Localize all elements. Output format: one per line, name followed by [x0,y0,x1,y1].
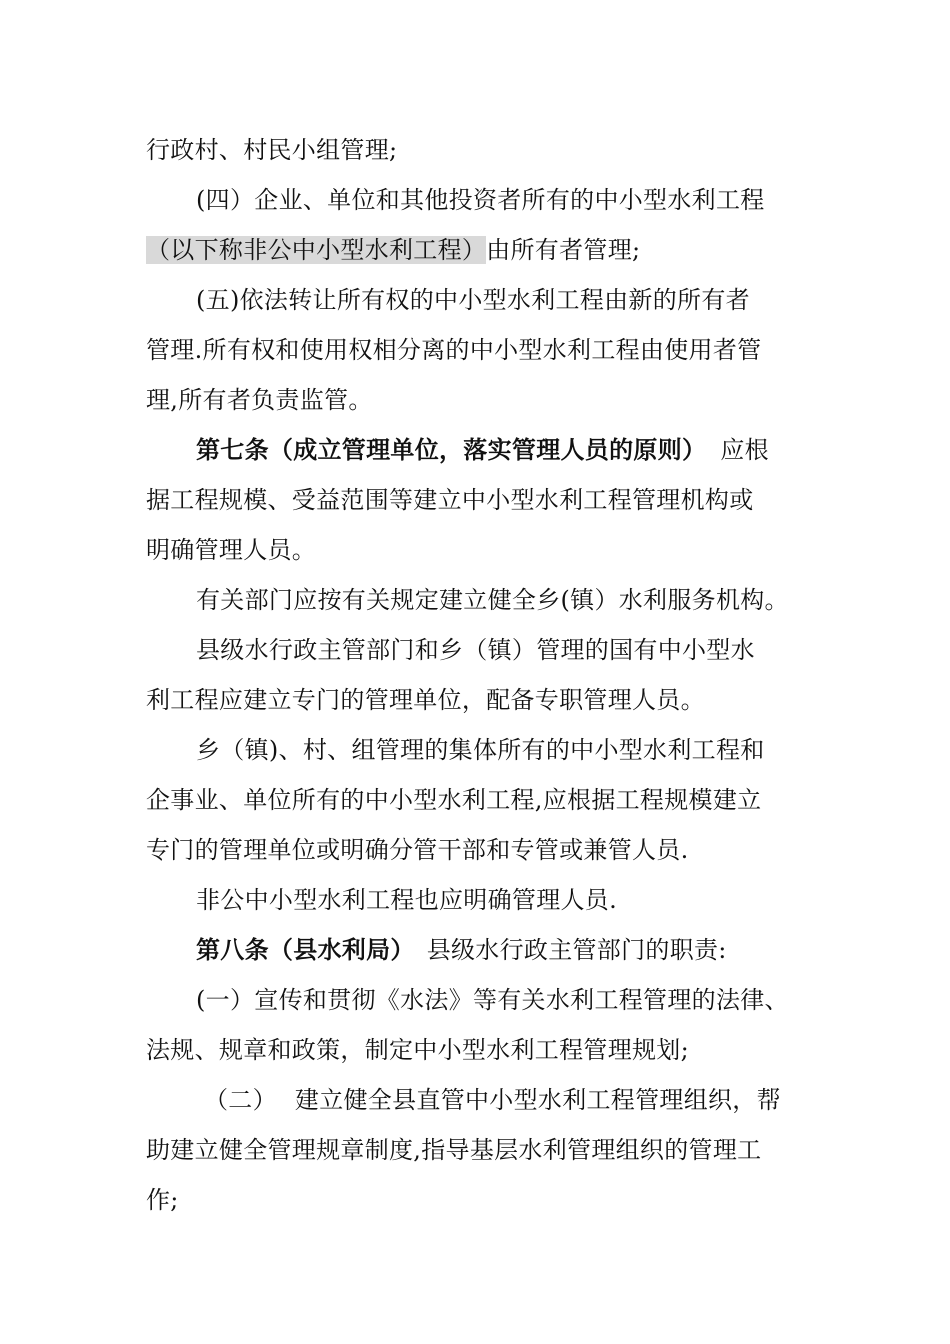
text-line: (四）企业、单位和其他投资者所有的中小型水利工程 [196,186,765,214]
text-line: 县级水行政主管部门和乡（镇）管理的国有中小型水 [196,636,755,664]
text-line: 助建立健全管理规章制度,指导基层水利管理组织的管理工 [146,1136,762,1164]
text-span: 由所有者管理; [486,236,641,264]
article-8-heading: 第八条（县水利局） [196,935,415,964]
text-line: 作; [146,1186,179,1214]
text-line: 有关部门应按有关规定建立健全乡(镇）水利服务机构。 [196,586,789,614]
text-line: 乡（镇)、村、组管理的集体所有的中小型水利工程和 [196,736,765,764]
text-span: 县级水行政主管部门的职责: [426,936,727,964]
text-line: 理,所有者负责监管。 [146,386,373,414]
text-line: 专门的管理单位或明确分管干部和专管或兼管人员. [146,836,689,864]
text-line: 利工程应建立专门的管理单位，配备专职管理人员。 [146,686,705,714]
text-line [204,1084,781,1116]
text-line: (一）宣传和贯彻《水法》等有关水利工程管理的法律、 [196,986,789,1014]
text-line: 据工程规模、受益范围等建立中小型水利工程管理机构或 [146,486,754,514]
article-7-heading: 第七条（成立管理单位，落实管理人员的原则） [196,435,707,464]
article-7-line [196,434,769,466]
article-8-line [196,934,727,966]
text-line: 法规、规章和政策，制定中小型水利工程管理规划; [146,1036,689,1064]
text-line: 行政村、村民小组管理; [146,136,398,164]
text-line: 明确管理人员。 [146,536,317,564]
text-span: （二） [204,1086,277,1114]
text-line [146,234,640,266]
text-span: 应根 [720,436,769,464]
text-line: 非公中小型水利工程也应明确管理人员. [196,886,618,914]
text-line: 管理.所有权和使用权相分离的中小型水利工程由使用者管 [146,336,762,364]
text-line: (五)依法转让所有权的中小型水利工程由新的所有者 [196,286,750,314]
highlighted-text: （以下称非公中小型水利工程） [146,236,487,264]
text-span: 建立健全县直管中小型水利工程管理组织，帮 [294,1086,781,1114]
text-line: 企事业、单位所有的中小型水利工程,应根据工程规模建立 [146,786,762,814]
